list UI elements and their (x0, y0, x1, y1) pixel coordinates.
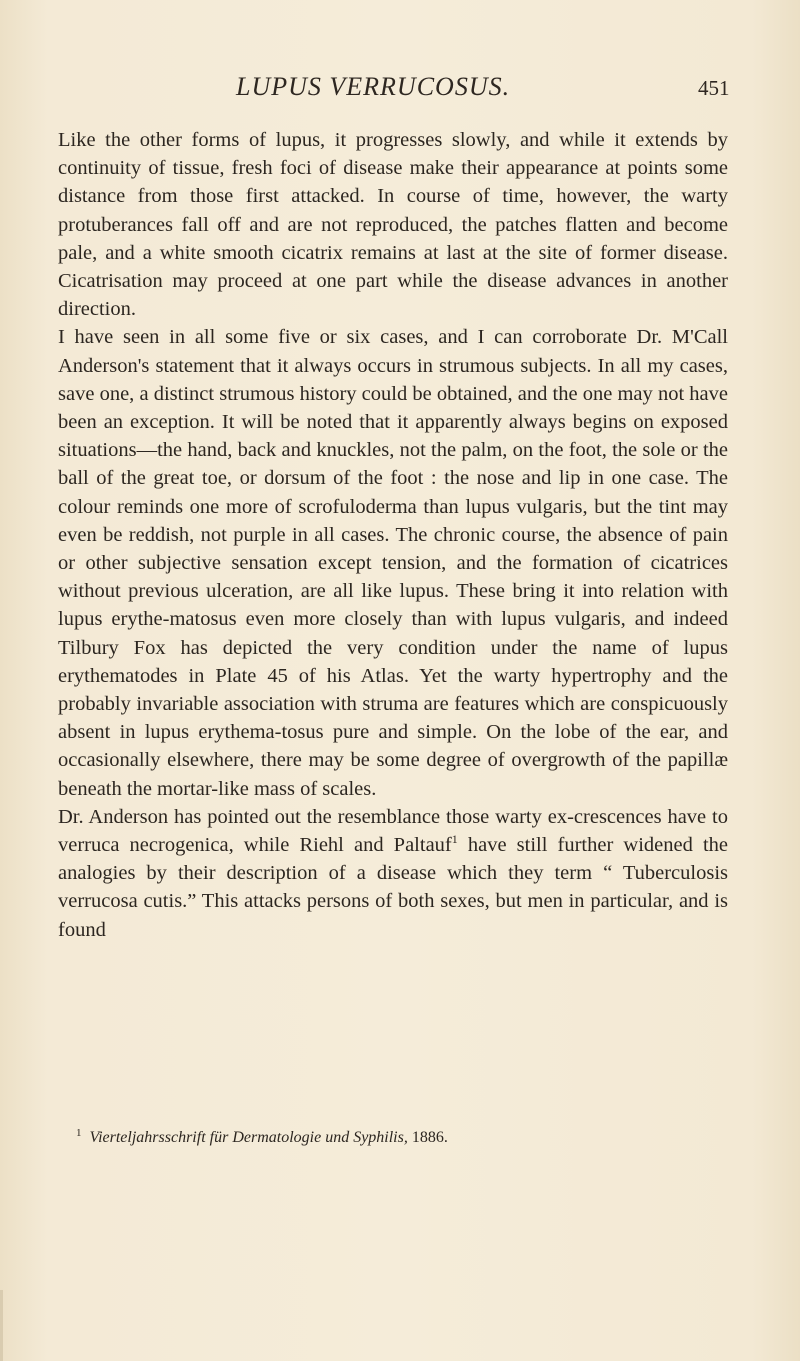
body-text (58, 126, 728, 944)
footnote (58, 1127, 728, 1149)
paragraph-3-text-after: have still further widened the analogies by their description of a disease which they term “ Tuberculosis verrucosa cutis.” This attacks persons of both sexes, but men in particular, and is found (58, 834, 728, 941)
paragraph-1: Like the other forms of lupus, it progresses slowly, and while it extends by continuity of tissue, fresh foci of disease make their appearance at points some distance from those first attacked. In course of time, however, the warty protuberances fall off and are not reproduced, the patches flatten and become pale, and a white smooth cicatrix remains at last at the site of former disease. Cicatrisation may proceed at one part while the disease advances in another direction. (58, 129, 728, 321)
paragraph-2: I have seen in all some five or six cases, and I can corroborate Dr. M'Call Anderson's statement that it always occurs in strumous subjects. In all my cases, save one, a distinct strumous history could be obtained, and the one may not have been an exception. It will be noted that it apparently always begins on exposed situations—the hand, back and knuckles, not the palm, on the foot, the sole or the ball of the great toe, or dorsum of the foot : the nose and lip in one case. The colour reminds one more of scrofuloderma than lupus vulgaris, but the tint may even be reddish, not purple in all cases. The chronic course, the absence of pain or other subjective sensation except tension, and the formation of cicatrices without previous ulceration, are all like lupus. These bring it into relation with lupus erythe-matosus even more closely than with lupus vulgaris, and indeed Tilbury Fox has depicted the very condition under the name of lupus erythematodes in Plate 45 of his Atlas. Yet the warty hypertrophy and the probably invariable association with struma are features which are conspicuously absent in lupus erythema-tosus pure and simple. On the lobe of the ear, and occasionally elsewhere, there may be some degree of overgrowth of the papillæ beneath the mortar-like mass of scales. (58, 326, 728, 800)
footnote-reference: 1 (451, 832, 458, 847)
footnote-mark: 1 (76, 1126, 82, 1139)
running-title: LUPUS VERRUCOSUS. (236, 72, 511, 101)
page-number: 451 (698, 76, 730, 100)
paragraph-3-text-before: Dr. Anderson has pointed out the resemblance those warty ex-crescences have to verruca necrogenica, while Riehl and Paltauf (58, 805, 728, 857)
page-header (0, 72, 800, 112)
paragraph-3 (58, 803, 728, 944)
page-edge-shadow (0, 1290, 3, 1361)
footnote-journal-title: Vierteljahrsschrift für Dermatologie und Syphilis, (89, 1129, 408, 1146)
footnote-year: 1886. (407, 1129, 448, 1146)
